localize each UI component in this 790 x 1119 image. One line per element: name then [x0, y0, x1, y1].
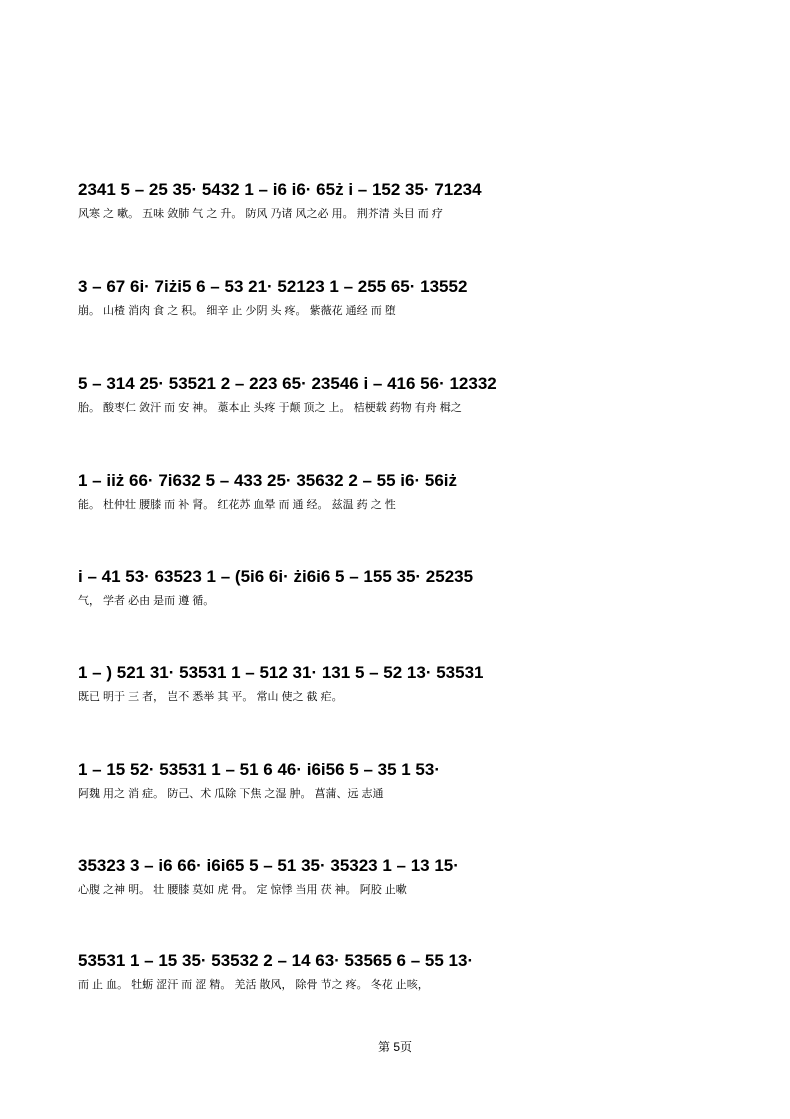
score-system [78, 369, 738, 449]
score-system [78, 851, 738, 931]
score-system [78, 175, 738, 255]
notation-line: 53531 1 – 15 35· 53532 2 – 14 63· 53565 6 – 55 13· [78, 951, 474, 970]
lyrics-line: 胎。 酸枣仁 敛汗 而 安 神。 藁本止 头疼 于颠 顶之 上。 桔梗载 药物 有舟 楫之 [78, 402, 462, 414]
score-system [78, 466, 738, 546]
lyrics-line: 心腹 之神 明。 壮 腰膝 莫如 虎 骨。 定 惊悸 当用 茯 神。 阿胶 止嗽 [78, 884, 407, 896]
notation-line: 1 – 15 52· 53531 1 – 51 6 46· i6i56 5 – 35 1 53· [78, 760, 441, 779]
notation-line: 2341 5 – 25 35· 5432 1 – i6 i6· 65ż i – 152 35· 71234 [78, 180, 482, 199]
lyrics-line: 崩。 山楂 消肉 食 之 积。 细辛 止 少阴 头 疼。 紫薇花 通经 而 堕 [78, 305, 396, 317]
notation-line: 1 – iiż 66· 7i632 5 – 433 25· 35632 2 – 55 i6· 56iż [78, 471, 457, 490]
score-system [78, 658, 738, 738]
notation-line: 5 – 314 25· 53521 2 – 223 65· 23546 i – 416 56· 12332 [78, 374, 497, 393]
notation-line: i – 41 53· 63523 1 – (5i6 6i· żi6i6 5 – 155 35· 25235 [78, 567, 474, 586]
score-system [78, 946, 738, 1026]
notation-line: 35323 3 – i6 66· i6i65 5 – 51 35· 35323 1 – 13 15· [78, 856, 459, 875]
score-system [78, 272, 738, 352]
lyrics-line: 能。 杜仲壮 腰膝 而 补 肾。 红花苏 血晕 而 通 经。 兹温 药 之 性 [78, 499, 396, 511]
notation-line: 1 – ) 521 31· 53531 1 – 512 31· 131 5 – 52 13· 53531 [78, 663, 484, 682]
page-footer [0, 1038, 790, 1055]
lyrics-line: 既已 明于 三 者， 岂不 悉举 其 平。 常山 使之 截 疟。 [78, 691, 343, 703]
notation-line: 3 – 67 6i· 7iżi5 6 – 53 21· 52123 1 – 255 65· 13552 [78, 277, 468, 296]
lyrics-line: 阿魏 用之 消 症。 防己、术 瓜除 下焦 之湿 肿。 菖蒲、远 志通 [78, 788, 384, 800]
score-system [78, 562, 738, 642]
lyrics-line: 风寒 之 嗽。 五味 敛肺 气 之 升。 防风 乃诸 风之必 用。 荆芥清 头目 而 疗 [78, 208, 443, 220]
page-number: 第 5页 [377, 1040, 412, 1054]
lyrics-line: 气， 学者 必由 是而 遵 循。 [78, 595, 215, 607]
lyrics-line: 而 止 血。 牡蛎 涩汗 而 涩 精。 羌活 散风， 除骨 节之 疼。 冬花 止咳， [78, 979, 429, 991]
score-system [78, 755, 738, 835]
